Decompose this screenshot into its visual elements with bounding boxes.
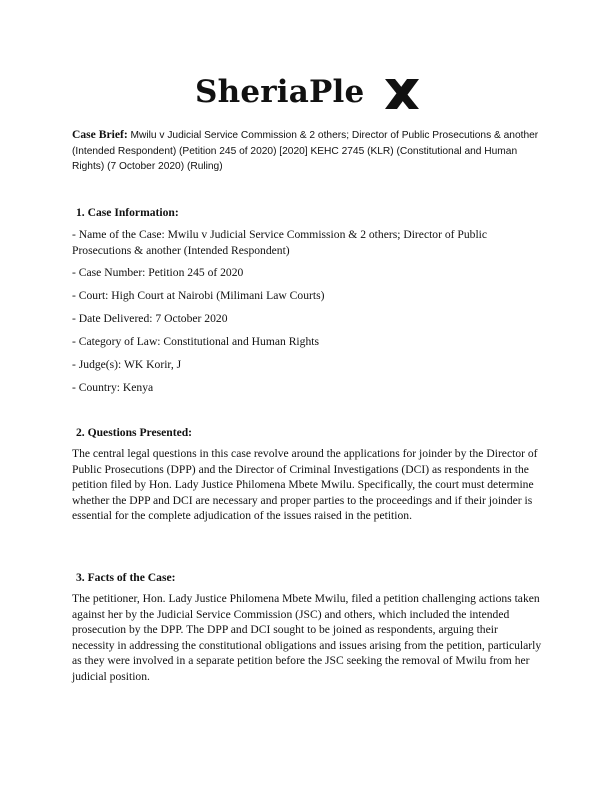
case-country: - Country: Kenya bbox=[72, 381, 154, 394]
sheriaplex-logo bbox=[0, 72, 612, 124]
case-name: - Name of the Case: Mwilu v Judicial Service Commission & 2 others; Director of Public Prosecutions & another (Intended Respondent) bbox=[72, 228, 488, 257]
facts-text: The petitioner, Hon. Lady Justice Philomena Mbete Mwilu, filed a petition challenging actions taken against her by the Judicial Service Commission (JSC) and others, which included the intended prosecution by the DPP. The DPP and DCI sought to be joined as respondents, arguing their necessity in addressing the constitutional obligations and issues arising from the petition, particularly as they were involved in a separate petition before the JSC seeking the removal of Mwilu from her judicial position. bbox=[72, 592, 542, 683]
case-number: - Case Number: Petition 245 of 2020 bbox=[72, 266, 244, 279]
facts-heading: 3. Facts of the Case: bbox=[76, 571, 176, 584]
x-icon bbox=[383, 77, 421, 111]
questions-heading: 2. Questions Presented: bbox=[76, 426, 193, 439]
case-brief-text: Mwilu v Judicial Service Commission & 2 others; Director of Public Prosecutions & another (Intended Respondent) (Petition 245 of 2020) [2020] KEHC 2745 (KLR) (Constitutional and Human Rights) (7 October 2020) (Ruling) bbox=[72, 130, 539, 172]
logo-text: SheriaPle bbox=[195, 74, 365, 110]
case-court: - Court: High Court at Nairobi (Milimani Law Courts) bbox=[72, 289, 325, 302]
case-brief bbox=[72, 127, 542, 175]
case-date: - Date Delivered: 7 October 2020 bbox=[72, 312, 228, 325]
case-information-heading: 1. Case Information: bbox=[76, 206, 179, 219]
case-category: - Category of Law: Constitutional and Human Rights bbox=[72, 335, 319, 348]
questions-text: The central legal questions in this case revolve around the applications for joinder by the Director of Public Prosecutions (DPP) and the Director of Criminal Investigations (DCI) as respondents in the petition filed by Hon. Lady Justice Philomena Mbete Mwilu. Specifically, the court must determine whether the DPP and DCI are necessary and proper parties to the proceedings and if their joinder is essential for the complete adjudication of the issues raised in the petition. bbox=[72, 447, 538, 523]
case-brief-label: Case Brief: bbox=[72, 128, 128, 141]
case-judges: - Judge(s): WK Korir, J bbox=[72, 358, 182, 371]
